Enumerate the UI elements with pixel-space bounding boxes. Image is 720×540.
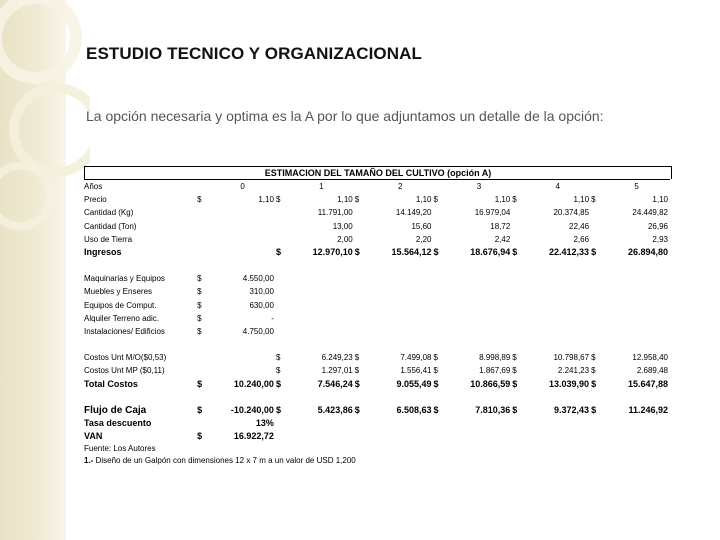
spacer-row [84, 338, 670, 351]
row-label: Maquinarias y Equipos [84, 274, 165, 284]
table-row [84, 378, 670, 391]
row-label: Muebles y Enseres [84, 287, 153, 297]
currency-symbol: $ [197, 431, 203, 442]
table-row [84, 430, 670, 443]
cell-value: 7.810,36 [475, 404, 511, 415]
currency-symbol: $ [433, 247, 439, 258]
currency-symbol [591, 417, 603, 430]
currency-symbol [512, 206, 524, 219]
cell-value [603, 285, 670, 298]
currency-symbol [512, 233, 524, 246]
currency-symbol: $ [354, 247, 360, 258]
table-row [84, 193, 670, 206]
spacer-cell [84, 338, 670, 351]
spacer-row [84, 259, 670, 272]
currency-symbol [197, 417, 209, 430]
decorative-rings [0, 0, 90, 260]
table-title: ESTIMACION DEL TAMAÑO DEL CULTIVO (opción A) [84, 166, 672, 179]
currency-symbol: $ [354, 366, 360, 376]
cell-value [367, 430, 434, 443]
row-label: Tasa descuento [84, 418, 152, 429]
cell-value: 9.055,49 [396, 378, 432, 389]
cell-value: 7.499,08 [400, 353, 432, 363]
row-label: Cantidad (Ton) [84, 221, 137, 231]
currency-symbol [591, 220, 603, 233]
cell-value [367, 299, 434, 312]
currency-symbol [197, 351, 209, 364]
currency-symbol [276, 430, 288, 443]
currency-symbol [434, 233, 446, 246]
cell-value: 1.867,69 [479, 366, 511, 376]
currency-symbol [355, 220, 367, 233]
currency-symbol [434, 325, 446, 338]
cell-value: 1,10 [258, 195, 274, 205]
cell-value [288, 285, 355, 298]
year-header: 5 [603, 180, 670, 194]
cell-value [446, 272, 513, 285]
cell-value [446, 430, 513, 443]
currency-symbol [591, 272, 603, 285]
years-header-row [84, 180, 670, 194]
currency-symbol [512, 325, 524, 338]
currency-symbol: $ [591, 353, 596, 363]
cell-value: 16.922,72 [233, 431, 274, 442]
cell-value: 22,46 [569, 221, 590, 231]
currency-symbol [512, 312, 524, 325]
currency-symbol [512, 299, 524, 312]
currency-symbol: $ [197, 274, 202, 284]
currency-symbol [355, 312, 367, 325]
table-row [84, 351, 670, 364]
currency-symbol [276, 233, 288, 246]
cell-value [209, 206, 276, 219]
cell-value [446, 417, 513, 430]
cell-value: - [271, 313, 274, 323]
currency-symbol [355, 299, 367, 312]
cell-value [367, 272, 434, 285]
currency-symbol [197, 206, 209, 219]
row-label: Flujo de Caja [84, 404, 147, 416]
currency-symbol: $ [197, 195, 202, 205]
footnote-text: Diseño de un Galpón con dimensiones 12 x 7 m a un valor de USD 1,200 [93, 456, 356, 466]
cell-value [209, 364, 276, 377]
row-label: Costos Unt MP ($0,11) [84, 366, 165, 376]
cell-value [524, 299, 591, 312]
currency-symbol: $ [512, 353, 517, 363]
currency-symbol: $ [354, 378, 360, 389]
cell-value: 1,10 [652, 195, 668, 205]
currency-symbol: $ [512, 378, 518, 389]
cell-value: 26.894,80 [627, 247, 668, 258]
currency-symbol [591, 299, 603, 312]
cell-value [209, 246, 276, 259]
cell-value [524, 430, 591, 443]
cell-value: 630,00 [249, 300, 274, 310]
currency-symbol [276, 312, 288, 325]
currency-symbol [434, 312, 446, 325]
cell-value: 15,60 [411, 221, 432, 231]
table-row [84, 404, 670, 417]
currency-symbol [512, 272, 524, 285]
cell-value: 2,66 [573, 234, 590, 244]
cell-value [446, 299, 513, 312]
currency-symbol [512, 285, 524, 298]
cell-value: 1.297,01 [321, 366, 353, 376]
currency-symbol [276, 206, 288, 219]
cell-value: 6.249,23 [321, 353, 353, 363]
currency-symbol: $ [197, 287, 202, 297]
currency-symbol [434, 285, 446, 298]
currency-symbol: $ [433, 404, 439, 415]
currency-symbol: $ [433, 195, 438, 205]
cell-value: 8.998,89 [479, 353, 511, 363]
cell-value: 1,10 [415, 195, 432, 205]
currency-symbol: $ [354, 195, 360, 205]
currency-symbol: $ [275, 378, 281, 389]
currency-symbol: $ [275, 366, 281, 376]
spacer-cell [84, 259, 670, 272]
cell-value: 13% [255, 418, 274, 429]
currency-symbol [512, 417, 524, 430]
cell-value [446, 312, 513, 325]
currency-symbol [355, 272, 367, 285]
cell-value: 18.676,94 [470, 247, 511, 258]
currency-symbol [197, 364, 209, 377]
design-footnote [84, 455, 670, 467]
currency-symbol [276, 272, 288, 285]
currency-symbol: $ [433, 378, 439, 389]
cell-value: 2.689,48 [636, 366, 668, 376]
currency-symbol [434, 272, 446, 285]
currency-symbol: $ [197, 327, 202, 337]
spacer-row [84, 391, 670, 404]
currency-symbol [591, 206, 603, 219]
year-header: 2 [367, 180, 434, 194]
row-label: Total Costos [84, 378, 138, 389]
row-label: Uso de Tierra [84, 234, 133, 244]
cell-value: 310,00 [249, 287, 274, 297]
currency-symbol: $ [433, 353, 438, 363]
table-row [84, 299, 670, 312]
table-row [84, 233, 670, 246]
cell-value: 2,20 [415, 234, 432, 244]
currency-symbol: $ [591, 404, 597, 415]
row-label: Precio [84, 195, 107, 205]
currency-symbol: $ [591, 366, 596, 376]
cell-value [209, 220, 276, 233]
cell-value: 4.750,00 [242, 327, 274, 337]
currency-symbol: $ [275, 404, 281, 415]
cell-value [367, 325, 434, 338]
cell-value: 2,93 [652, 234, 668, 244]
cell-value: 1,10 [337, 195, 353, 205]
cell-value [209, 351, 276, 364]
year-header: 0 [209, 180, 276, 194]
cell-value [524, 325, 591, 338]
cell-value: 15.564,12 [391, 247, 432, 258]
currency-symbol: $ [591, 247, 597, 258]
cell-value [367, 312, 434, 325]
currency-symbol: $ [591, 195, 596, 205]
cell-value: 12.958,40 [632, 353, 668, 363]
cell-value: 26,96 [647, 221, 668, 231]
currency-symbol [591, 233, 603, 246]
footnote-number: 1.- [84, 456, 94, 466]
currency-symbol: $ [197, 313, 202, 323]
table-row [84, 206, 670, 219]
currency-symbol: $ [433, 366, 438, 376]
spacer-cell [84, 391, 670, 404]
cell-value [603, 430, 670, 443]
cell-value: 9.372,43 [554, 404, 590, 415]
currency-symbol [591, 312, 603, 325]
currency-symbol: $ [197, 404, 203, 415]
cell-value [603, 312, 670, 325]
cell-value: 24.449,82 [632, 208, 668, 218]
currency-symbol [276, 299, 288, 312]
currency-symbol [591, 325, 603, 338]
table-row [84, 220, 670, 233]
source-note: Fuente: Los Autores [84, 444, 156, 454]
cell-value [524, 417, 591, 430]
cell-value: 6.508,63 [396, 404, 432, 415]
currency-symbol [591, 430, 603, 443]
cell-value: 13,00 [332, 221, 353, 231]
cell-value: 22.412,33 [549, 247, 590, 258]
row-label: Cantidad (Kg) [84, 208, 134, 218]
years-label: Años [84, 180, 197, 194]
cell-value [446, 285, 513, 298]
currency-symbol: $ [512, 195, 517, 205]
currency-symbol [512, 220, 524, 233]
cell-value [367, 417, 434, 430]
table-row [84, 285, 670, 298]
cell-value [209, 233, 276, 246]
currency-symbol [276, 325, 288, 338]
table-row [84, 417, 670, 430]
cell-value: 5.423,86 [317, 404, 353, 415]
currency-symbol [434, 206, 446, 219]
currency-symbol [276, 417, 288, 430]
row-label: Costos Unt M/O($0,53) [84, 353, 167, 363]
cell-value [603, 272, 670, 285]
row-label: Instalaciones/ Edificios [84, 327, 165, 337]
currency-symbol: $ [512, 404, 518, 415]
currency-symbol [512, 430, 524, 443]
currency-symbol: $ [197, 300, 202, 310]
estimation-table [84, 179, 670, 443]
cell-value: -10.240,00 [230, 404, 274, 415]
currency-symbol [434, 299, 446, 312]
cell-value: 20.374,85 [553, 208, 590, 218]
cell-value: 1,10 [573, 195, 590, 205]
currency-symbol: $ [275, 247, 281, 258]
cell-value: 14.149,20 [395, 208, 432, 218]
currency-symbol [591, 285, 603, 298]
cell-value: 10.798,67 [553, 353, 590, 363]
cell-value [524, 272, 591, 285]
currency-symbol [434, 430, 446, 443]
currency-symbol [355, 285, 367, 298]
currency-symbol [355, 233, 367, 246]
year-header: 4 [524, 180, 591, 194]
cell-value: 2,42 [494, 234, 511, 244]
cell-value [524, 312, 591, 325]
cell-value [288, 417, 355, 430]
currency-symbol [434, 220, 446, 233]
cell-value: 11.791,00 [317, 208, 353, 218]
currency-symbol [355, 430, 367, 443]
table-row [84, 325, 670, 338]
cell-value [446, 325, 513, 338]
table-row [84, 246, 670, 259]
table-row [84, 312, 670, 325]
cell-value: 10.240,00 [233, 378, 274, 389]
intro-paragraph: La opción necesaria y optima es la A por lo que adjuntamos un detalle de la opción: [86, 108, 604, 124]
row-label: Alquiler Terreno adic. [84, 313, 160, 323]
cell-value [603, 417, 670, 430]
currency-symbol: $ [512, 247, 518, 258]
cell-value: 7.546,24 [317, 378, 353, 389]
table-row [84, 272, 670, 285]
cell-value [603, 325, 670, 338]
cell-value: 4.550,00 [242, 274, 274, 284]
currency-symbol: $ [591, 378, 597, 389]
cell-value: 10.866,59 [470, 378, 511, 389]
cell-value [288, 430, 355, 443]
currency-symbol [355, 325, 367, 338]
cell-value: 16.979,04 [474, 208, 511, 218]
currency-symbol: $ [275, 353, 281, 363]
currency-symbol [276, 285, 288, 298]
currency-symbol [434, 417, 446, 430]
cell-value [524, 285, 591, 298]
currency-symbol [197, 246, 209, 259]
cell-value [288, 312, 355, 325]
currency-symbol: $ [197, 378, 203, 389]
cell-value [603, 299, 670, 312]
currency-symbol: $ [275, 195, 281, 205]
currency-symbol: $ [512, 366, 517, 376]
cell-value: 2.241,23 [557, 366, 590, 376]
table-row [84, 364, 670, 377]
cultivation-table [84, 166, 670, 467]
cell-value: 2,00 [337, 234, 353, 244]
cell-value: 12.970,10 [312, 247, 353, 258]
currency-symbol: $ [354, 353, 360, 363]
currency-symbol [197, 233, 209, 246]
currency-symbol [276, 220, 288, 233]
slide-title: ESTUDIO TECNICO Y ORGANIZACIONAL [86, 44, 422, 63]
cell-value: 11.246,92 [628, 404, 668, 415]
cell-value [367, 285, 434, 298]
cell-value [288, 299, 355, 312]
year-header: 3 [446, 180, 513, 194]
cell-value [288, 272, 355, 285]
cell-value: 13.039,90 [549, 378, 590, 389]
currency-symbol: $ [354, 404, 360, 415]
cell-value: 18,72 [490, 221, 511, 231]
cell-value: 1,10 [494, 195, 511, 205]
currency-symbol [197, 220, 209, 233]
cell-value: 15.647,88 [627, 378, 668, 389]
cell-value: 1.556,41 [400, 366, 432, 376]
cell-value [288, 325, 355, 338]
row-label: Ingresos [84, 247, 122, 258]
currency-symbol [355, 417, 367, 430]
currency-symbol [355, 206, 367, 219]
row-label: VAN [84, 431, 103, 442]
year-header: 1 [288, 180, 355, 194]
row-label: Equipos de Comput. [84, 300, 157, 310]
